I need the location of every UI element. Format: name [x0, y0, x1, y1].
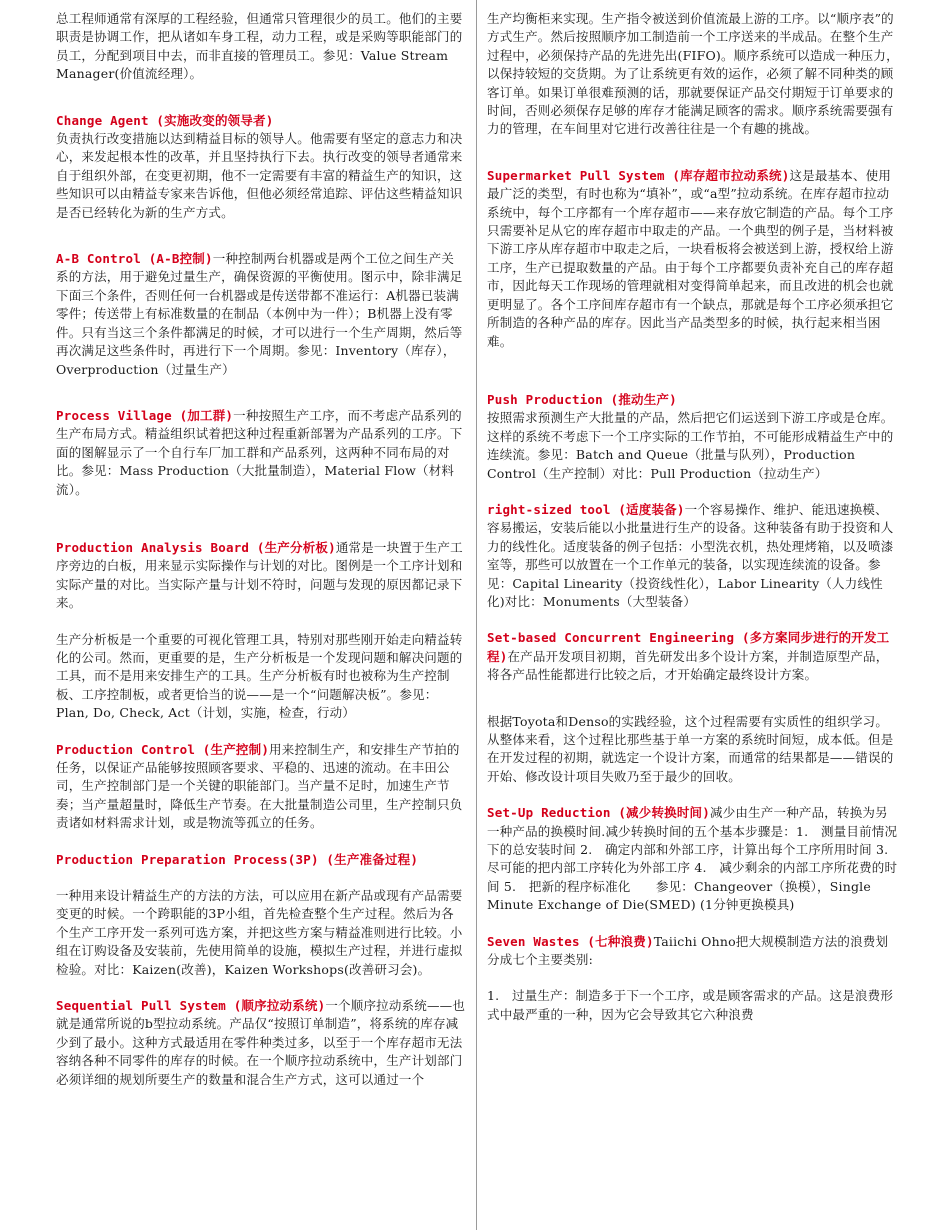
glossary-entry-seven-wastes [487, 933, 899, 970]
term-production-preparation-label: Production Preparation Process(3P) (生产准备过程) [56, 851, 419, 867]
left-column [56, 10, 466, 1230]
term-set-based-concurrent-engineering: Set-based Concurrent Engineering (多方案同步进行的开发工程) [487, 630, 890, 664]
glossary-entry-production-control [56, 741, 466, 833]
term-production-analysis-board: Production Analysis Board (生产分析板) [56, 539, 336, 555]
production-analysis-board-paragraph-2: 生产分析板是一个重要的可视化管理工具，特别对那些刚开始走向精益转化的公司。然而，更重要的是，生产分析板是一个发现问题和解决问题的工具，而不是用来安排生产的工具。生产分析板有时也被称为生产控制板、工序控制板，或者更恰当的说——是一个“问题解决板”。参见：Plan, Do, Check, Act（计划，实施，检查，行动） [56, 631, 463, 721]
glossary-entry-push-production [487, 391, 899, 483]
definition-set-based-concurrent-engineering: 在产品开发项目初期，首先研发出多个设计方案，并制造原型产品，将各产品性能都进行比较之后，才开始确定最终设计方案。 [487, 648, 889, 683]
definition-process-village: 一种按照生产工序，而不考虑产品系列的生产布局方式。精益组织试着把这种过程重新部署为产品系列的工序。下面的图解显示了一个自行车厂加工群和产品系列，这两种不同布局的对比。参见：Mass Production（大批量制造），Material Flow（材料流）。 [56, 407, 463, 497]
glossary-entry-set-based-concurrent-engineering [487, 629, 899, 684]
term-production-preparation-process [56, 851, 466, 869]
seven-wastes-list-item-1: 1. 过量生产：制造多于下一个工序，或是顾客需求的产品。这是浪费形式中最严重的一种，因为它会导致其它六种浪费 [487, 988, 894, 1022]
term-seven-wastes: Seven Wastes (七种浪费) [487, 933, 654, 949]
term-sequential-pull-system: Sequential Pull System (顺序拉动系统) [56, 998, 326, 1014]
definition-supermarket-pull-system: 这是最基本、使用最广泛的类型，有时也称为“填补”，或“a型”拉动系统。在库存超市拉动系统中，每个工序都有一个库存超市——来存放它制造的产品。每个工序只需要补足从它的库存超市中取走的产品。一个典型的例子是，当材料被下游工序从库存超市中取走之后，一块看板将会被送到上游，授权给上游工序，生产已提取数量的产品。由于每个工序都要负责补充自己的库存超市，因此每天工作现场的管理就相对变得简单起来，而且改进的机会也就更明显了。各个工序间库存超市有一个缺点，那就是每个工序必须承担它所制造的各种产品的库存。因此当产品类型多的时候，执行起来相当困难。 [487, 167, 894, 349]
definition-production-preparation-process: 一种用来设计精益生产的方法的方法，可以应用在新产品或现有产品需要变更的时候。一个跨职能的3P小组，首先检查整个生产过程。然后为各个生产工序开发一系列可选方案，并把这些方案与精益准则进行比较。小组在订购设备及安装前，先使用简单的设施，模拟生产过程，并进行虚拟检验。对比：Kaizen(改善)，Kaizen Workshops(改善研习会)。 [56, 888, 463, 977]
term-ab-control: A-B Control (A-B控制) [56, 251, 213, 267]
definition-push-production: 按照需求预测生产大批量的产品，然后把它们运送到下游工序或是仓库。这样的系统不考虑下一个工序实际的工作节拍，不可能形成精益生产中的连续流。参见：Batch and Queue（批量与队列），Production Control（生产控制）对比：Pull Production（拉动生产） [487, 410, 894, 481]
definition-change-agent: 负责执行改变措施以达到精益目标的领导人。他需要有坚定的意志力和决心，来发起根本性的改革，并且坚持执行下去。执行改变的领导者通常来自于组织外部，在变更初期，他不一定需要有丰富的精益生产的知识，这些知识可以由精益专家来告诉他，但他必须经常追踪、评估这些精益知识是否已经转化为新的生产方式。 [56, 131, 463, 220]
glossary-entry-process-village [56, 407, 466, 499]
definition-ab-control: 一种控制两台机器或是两个工位之间生产关系的方法，用于避免过量生产，确保资源的平衡使用。图示中，除非满足下面三个条件，否则任何一台机器或是传送带都不准运行：A机器已装满零件；传送带上有标准数量的在制品（本例中为一件）；B机器上没有零件。只有当这三个条件都满足的时候，才可以进行一个生产周期，然后等再次满足这些条件时，再进行下一个周期。参见：Inventory（库存），Overproduction（过量生产） [56, 251, 463, 377]
definition-seven-wastes: Taiichi Ohno把大规模制造方法的浪费划分成七个主要类别: [487, 933, 889, 968]
column-divider [476, 0, 477, 1230]
right-column [487, 10, 902, 1230]
glossary-entry-sequential-pull-system [56, 997, 466, 1089]
glossary-entry-set-up-reduction [487, 804, 902, 914]
term-right-sized-tool: right-sized tool (适度装备) [487, 501, 685, 517]
glossary-entry-production-analysis-board [56, 539, 466, 613]
chief-engineer-paragraph: 总工程师通常有深厚的工程经验，但通常只管理很少的员工。他们的主要职责是协调工作，把从诸如车身工程，动力工程，或是采购等职能部门的员工，分配到项目中去，而非直接的管理员工。参见：Value Stream Manager(价值流经理）。 [56, 11, 463, 82]
term-process-village: Process Village (加工群) [56, 407, 234, 423]
definition-production-control: 用来控制生产，和安排生产节拍的任务，以保证产品能够按照顾客要求、平稳的、迅速的流动。在丰田公司，生产控制部门是一个关键的职能部门。当产量不足时，加速生产节奏；当产量超量时，降低生产节奏。在大批量制造公司里，生产控制只负责诸如材料需求计划，或是物流等孤立的任务。 [56, 741, 463, 831]
term-change-agent: Change Agent (实施改变的领导者) [56, 112, 274, 128]
set-based-concurrent-engineering-paragraph-2: 根据Toyota和Denso的实践经验，这个过程需要有实质性的组织学习。从整体来看，这个过程比那些基于单一方案的系统时间短，成本低。但是在开发过程的初期，就选定一个设计方案，而通常的结果都是——错误的开始、修改设计项目失败乃至于最少的回收。 [487, 713, 894, 784]
sequential-pull-continuation-paragraph: 生产均衡柜来实现。生产指令被送到价值流最上游的工序。以“顺序表”的方式生产。然后按照顺序加工制造前一个工序送来的半成品。在整个生产过程中，必须保持产品的先进先出(FIFO)。顺序系统可以造成一种压力，以保持较短的交货期。为了让系统更有效的运作，必须了解不同种类的顾客订单。如果订单很难预测的话，那就要保证产品交付期短于订单要求的时间，否则必须保存足够的库存才能满足顾客的需求。顺序系统需要强有力的管理，在车间里对它进行改善往往是一个有趣的挑战。 [487, 11, 899, 137]
glossary-entry-change-agent [56, 112, 466, 222]
definition-sequential-pull-system: 一个顺序拉动系统——也就是通常所说的b型拉动系统。产品仅“按照订单制造”，将系统的库存减少到了最小。这种方式最适用在零件种类过多，以至于一个库存超市无法容纳各种不同零件的库存的时候。在一个顺序拉动系统中，生产计划部门必须详细的规划所要生产的数量和混合生产方式，这可以通过一个 [56, 998, 466, 1087]
glossary-entry-right-sized-tool [487, 501, 899, 611]
definition-set-up-reduction: 减少由生产一种产品，转换为另一种产品的换模时间.减少转换时间的五个基本步骤是：1. 测量目前情况下的总安装时间 2. 确定内部和外部工序，计算出每个工序所用时间 3. 尽可能的把内部工序转化为外部工序 4. 减少剩余的内部工序所花费的时间 5. 把新的程序标准化 参见：Changeover（换模），Single Minute Exchange of Die(SMED) (1分钟更换模具) [487, 805, 902, 913]
definition-right-sized-tool: 一个容易操作、维护、能迅速换模、容易搬运，安装后能以小批量进行生产的设备。这种装备有助于投资和人力的线性化。适度装备的例子包括：小型洗衣机，热处理烤箱，以及喷漆室等，那些可以放置在一个工作单元的装备，以实现连续流的设备。参见：Capital Linearity（投资线性化），Labor Linearity（人力线性化)对比：Monuments（大型装备） [487, 501, 894, 609]
term-supermarket-pull-system: Supermarket Pull System (库存超市拉动系统) [487, 167, 790, 183]
term-set-up-reduction: Set-Up Reduction (减少转换时间) [487, 805, 710, 821]
glossary-entry-supermarket-pull-system [487, 167, 899, 351]
glossary-entry-ab-control [56, 250, 466, 379]
definition-production-analysis-board: 通常是一块置于生产工序旁边的白板，用来显示实际操作与计划的对比。图例是一个工序计划和实际产量的对比。当实际产量与计划不符时，问题与发现的原因都记录下来。 [56, 539, 463, 611]
term-production-control: Production Control (生产控制) [56, 741, 270, 757]
term-push-production: Push Production (推动生产) [487, 391, 677, 407]
